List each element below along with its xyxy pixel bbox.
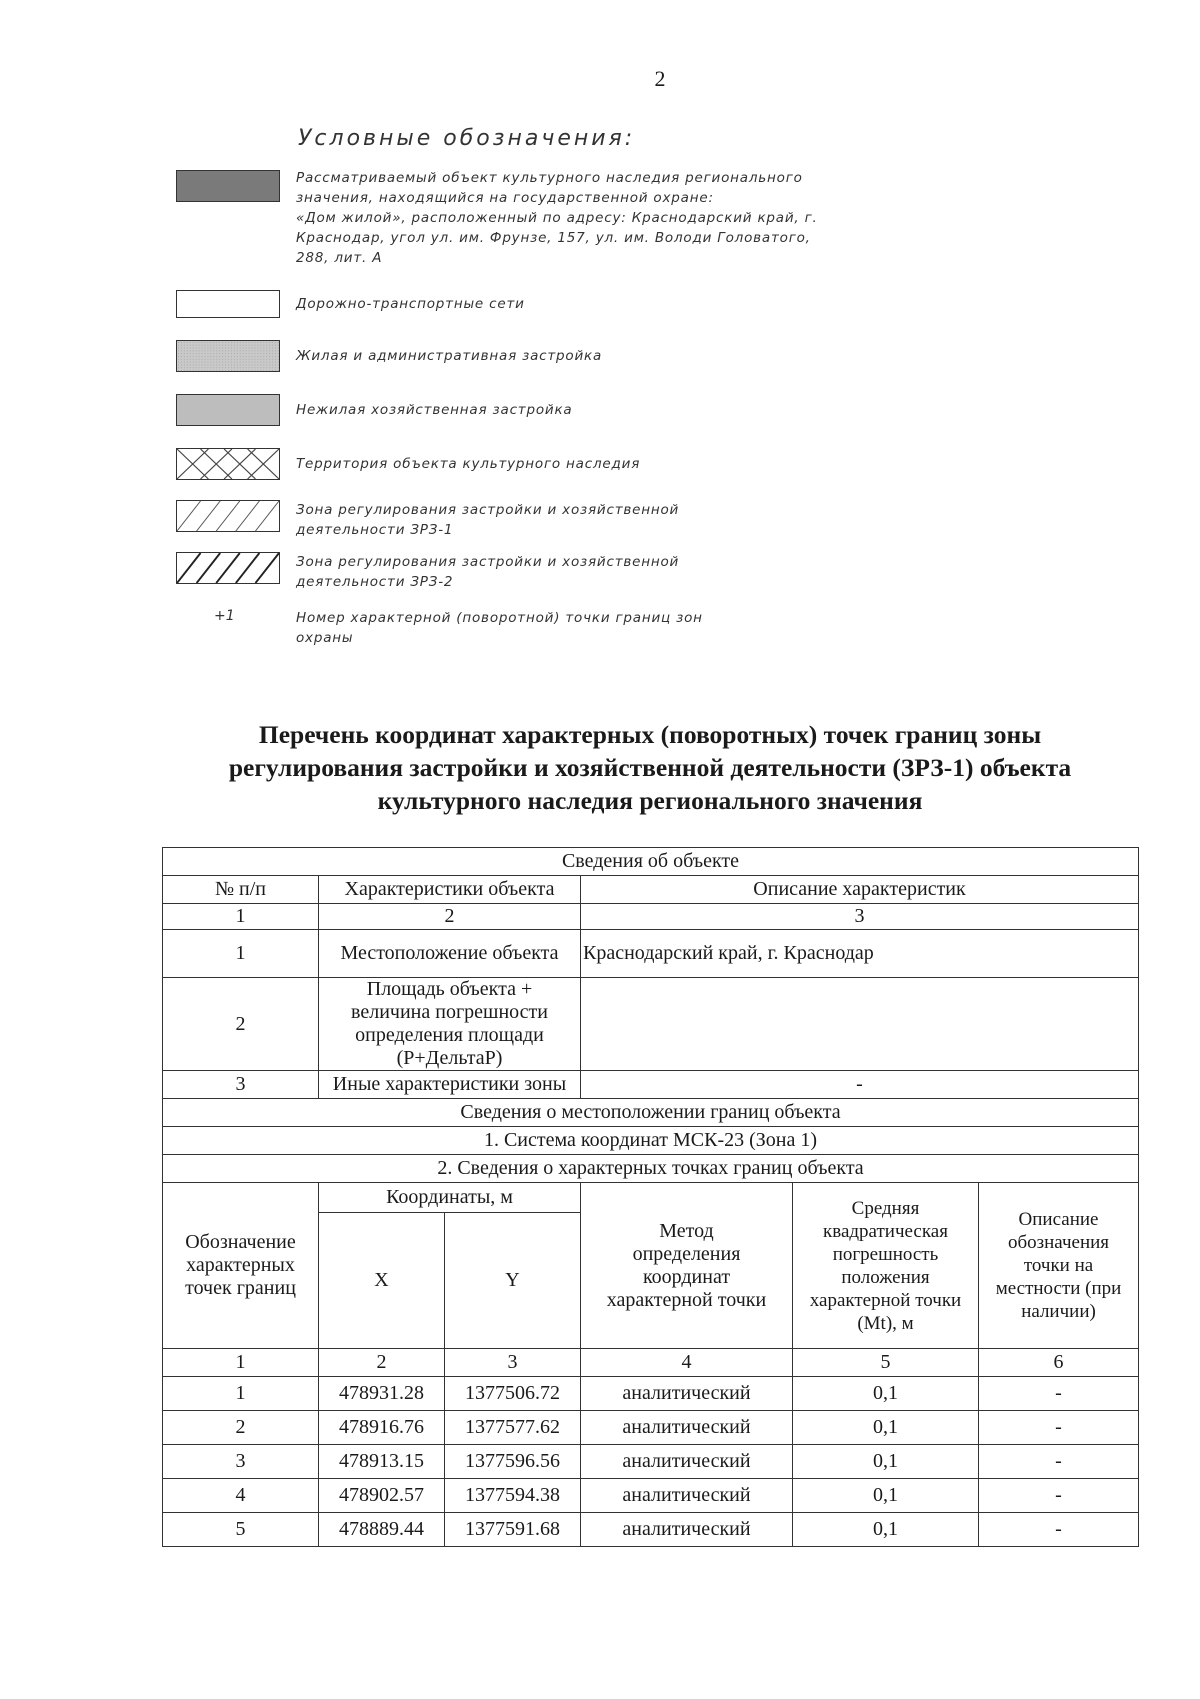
object-row-description: Краснодарский край, г. Краснодар (581, 930, 1139, 978)
col-number: 3 (445, 1349, 581, 1377)
point-x: 478902.57 (319, 1479, 445, 1513)
legend-line: 288, лит. А (296, 250, 383, 266)
legend-text-roads: Дорожно-транспортные сети (296, 296, 525, 312)
point-number: 1 (163, 1377, 319, 1411)
point-error: 0,1 (793, 1445, 979, 1479)
coordinates-table (162, 847, 1139, 1547)
point-number: 5 (163, 1513, 319, 1547)
legend-text-point (296, 608, 876, 648)
coordinate-system-row: 1. Система координат МСК-23 (Зона 1) (163, 1127, 1139, 1155)
legend-line: значения, находящийся на государственной охране: (296, 190, 714, 206)
col-y-header: Y (445, 1213, 581, 1349)
object-row-num: 3 (163, 1071, 319, 1099)
point-y: 1377577.62 (445, 1411, 581, 1445)
col-num-header: № п/п (163, 876, 319, 904)
point-number: 2 (163, 1411, 319, 1445)
object-row-characteristic: Иные характеристики зоны (319, 1071, 581, 1099)
point-y: 1377596.56 (445, 1445, 581, 1479)
object-row-num: 1 (163, 930, 319, 978)
point-description: - (979, 1411, 1139, 1445)
legend-line: деятельности ЗРЗ-1 (296, 522, 454, 538)
point-y: 1377506.72 (445, 1377, 581, 1411)
object-row-description: - (581, 1071, 1139, 1099)
page-number: 2 (654, 66, 666, 91)
table-row (163, 1479, 1139, 1513)
object-row-characteristic: Местоположение объекта (319, 930, 581, 978)
legend-line: Зона регулирования застройки и хозяйственной (296, 554, 680, 570)
point-method: аналитический (581, 1479, 793, 1513)
object-row-description (581, 978, 1139, 1071)
legend-line: охраны (296, 630, 354, 646)
point-x: 478889.44 (319, 1513, 445, 1547)
title-line: Перечень координат характерных (поворотных) точек границ зоны (258, 720, 1042, 749)
point-number: 3 (163, 1445, 319, 1479)
section-location-header: Сведения о местоположении границ объекта (163, 1099, 1139, 1127)
point-description: - (979, 1377, 1139, 1411)
point-x: 478916.76 (319, 1411, 445, 1445)
legend-swatch-dark (176, 170, 280, 202)
title-line: культурного наследия регионального значения (377, 786, 923, 815)
col-x-header: X (319, 1213, 445, 1349)
table-row (163, 1445, 1139, 1479)
point-x: 478913.15 (319, 1445, 445, 1479)
point-method: аналитический (581, 1377, 793, 1411)
legend-line: «Дом жилой», расположенный по адресу: Краснодарский край, г. (296, 210, 818, 226)
col-number: 1 (163, 1349, 319, 1377)
legend-swatch-lightgray (176, 394, 280, 426)
col-number: 4 (581, 1349, 793, 1377)
point-error: 0,1 (793, 1411, 979, 1445)
legend-swatch-crosshatch (176, 448, 280, 480)
point-method: аналитический (581, 1411, 793, 1445)
legend-text-territory: Территория объекта культурного наследия (296, 456, 641, 472)
col-coordinates-header: Координаты, м (319, 1183, 581, 1213)
col-description-header: Описание характеристик (581, 876, 1139, 904)
point-description: - (979, 1445, 1139, 1479)
legend-text-nonresidential: Нежилая хозяйственная застройка (296, 402, 573, 418)
col-number: 3 (581, 904, 1139, 930)
point-method: аналитический (581, 1445, 793, 1479)
point-method: аналитический (581, 1513, 793, 1547)
point-number: 4 (163, 1479, 319, 1513)
legend-text-zrz1 (296, 500, 876, 540)
point-number-symbol: +1 (214, 608, 235, 624)
point-y: 1377591.68 (445, 1513, 581, 1547)
document-title (150, 718, 1150, 817)
legend-line: Краснодар, угол ул. им. Фрунзе, 157, ул. им. Володи Головатого, (296, 230, 811, 246)
col-number: 1 (163, 904, 319, 930)
table-row (163, 1513, 1139, 1547)
point-error: 0,1 (793, 1513, 979, 1547)
legend-line: Зона регулирования застройки и хозяйственной (296, 502, 680, 518)
point-error: 0,1 (793, 1479, 979, 1513)
legend-line: Номер характерной (поворотной) точки границ зон (296, 610, 703, 626)
legend-text-zrz2 (296, 552, 876, 592)
point-error: 0,1 (793, 1377, 979, 1411)
section-object-header: Сведения об объекте (163, 848, 1139, 876)
section-points-header: 2. Сведения о характерных точках границ объекта (163, 1155, 1139, 1183)
col-characteristics-header: Характеристики объекта (319, 876, 581, 904)
legend-line: деятельности ЗРЗ-2 (296, 574, 454, 590)
title-line: регулирования застройки и хозяйственной деятельности (ЗРЗ-1) объекта (228, 753, 1072, 782)
col-designation-header: Обозначение характерных точек границ (163, 1183, 319, 1349)
legend-swatch-gray (176, 340, 280, 372)
col-number: 5 (793, 1349, 979, 1377)
legend-text-object (296, 168, 876, 268)
legend-title: Условные обозначения: (298, 126, 636, 151)
object-row-num: 2 (163, 978, 319, 1071)
col-number: 2 (319, 904, 581, 930)
table-row (163, 1377, 1139, 1411)
legend-text-residential: Жилая и административная застройка (296, 348, 603, 364)
point-y: 1377594.38 (445, 1479, 581, 1513)
legend-swatch-white (176, 290, 280, 318)
col-number: 6 (979, 1349, 1139, 1377)
point-x: 478931.28 (319, 1377, 445, 1411)
object-row-characteristic: Площадь объекта + величина погрешности определения площади (Р+ДельтаР) (319, 978, 581, 1071)
col-point-description-header: Описание обозначения точки на местности (при наличии) (979, 1183, 1139, 1349)
point-description: - (979, 1479, 1139, 1513)
col-error-header: Средняя квадратическая погрешность положения характерной точки (Mt), м (793, 1183, 979, 1349)
table-row (163, 1411, 1139, 1445)
legend-swatch-hatch-bold (176, 552, 280, 584)
legend-line: Рассматриваемый объект культурного наследия регионального (296, 170, 803, 186)
point-description: - (979, 1513, 1139, 1547)
legend-swatch-hatch-light (176, 500, 280, 532)
col-number: 2 (319, 1349, 445, 1377)
col-method-header: Метод определения координат характерной точки (581, 1183, 793, 1349)
